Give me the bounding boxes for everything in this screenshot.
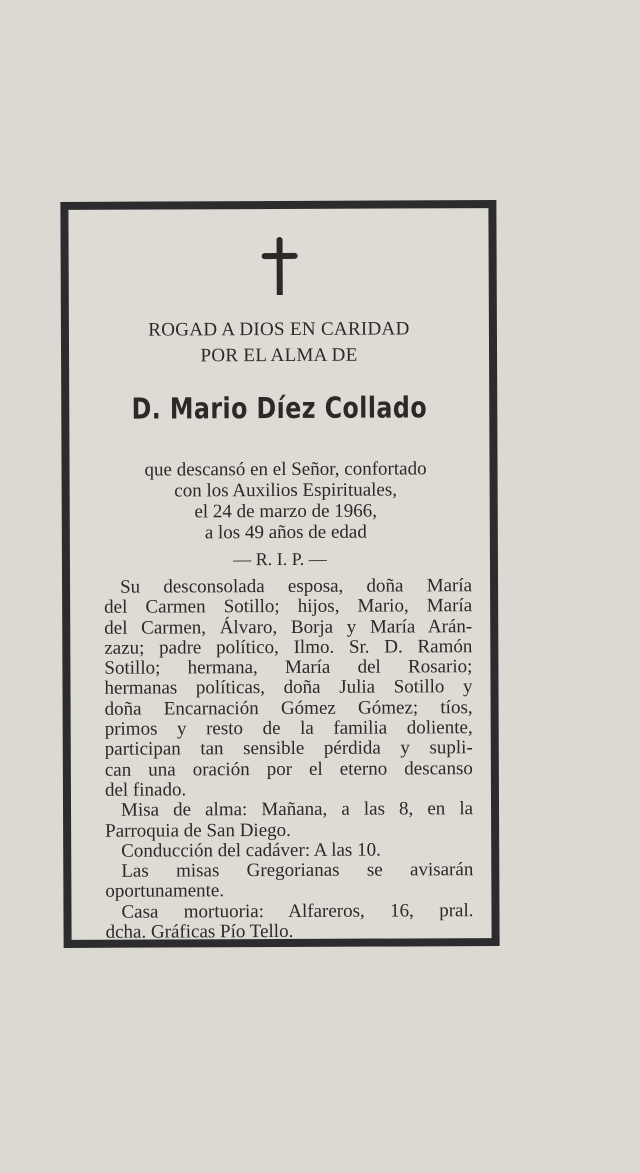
body-line: Su desconsolada esposa, doña María xyxy=(120,575,473,598)
intro-line: que descansó en el Señor, confortado xyxy=(144,458,427,481)
intro-text xyxy=(99,458,471,544)
header-line-1: ROGAD A DIOS EN CARIDAD xyxy=(148,318,410,341)
body-line: zazu; padre político, Ilmo. Sr. D. Ramón xyxy=(104,636,473,659)
cross-icon xyxy=(262,237,298,297)
obituary-body xyxy=(104,576,474,943)
header-line-2: POR EL ALMA DE xyxy=(200,344,358,367)
body-line: doña Encarnación Gómez Gómez; tíos, xyxy=(104,696,473,720)
intro-line: a los 49 años de edad xyxy=(204,521,367,544)
body-line: Misa de alma: Mañana, a las 8, en la xyxy=(120,798,474,821)
body-line: participan tan sensible pérdida y supli- xyxy=(104,737,473,761)
body-line: dcha. Gráficas Pío Tello. xyxy=(105,920,294,943)
body-line: Parroquia de San Diego. xyxy=(105,819,291,842)
body-line: Sotillo; hermana, María del Rosario; xyxy=(104,656,473,679)
deceased-name: D. Mario Díez Collado xyxy=(131,390,428,426)
intro-line: con los Auxilios Espirituales, xyxy=(174,479,398,502)
body-line: can una oración por el eterno descanso xyxy=(104,757,473,781)
body-line: Conducción del cadáver: A las 10. xyxy=(121,839,381,862)
intro-line: el 24 de marzo de 1966, xyxy=(194,500,378,523)
body-line: oportunamente. xyxy=(105,880,225,903)
body-line: primos y resto de la familia doliente, xyxy=(104,717,473,740)
body-line: hermanas políticas, doña Julia Sotillo y xyxy=(104,676,473,700)
body-line: del Carmen, Álvaro, Borja y María Arán- xyxy=(104,615,473,639)
obituary-frame xyxy=(60,200,499,948)
body-line: Las misas Gregorianas se avisarán xyxy=(121,859,474,882)
body-line: Casa mortuoria: Alfareros, 16, pral. xyxy=(121,899,474,923)
rip-line: — R. I. P. — xyxy=(233,548,327,570)
body-line: del finado. xyxy=(104,779,187,801)
body-line: del Carmen Sotillo; hijos, Mario, María xyxy=(104,595,473,619)
